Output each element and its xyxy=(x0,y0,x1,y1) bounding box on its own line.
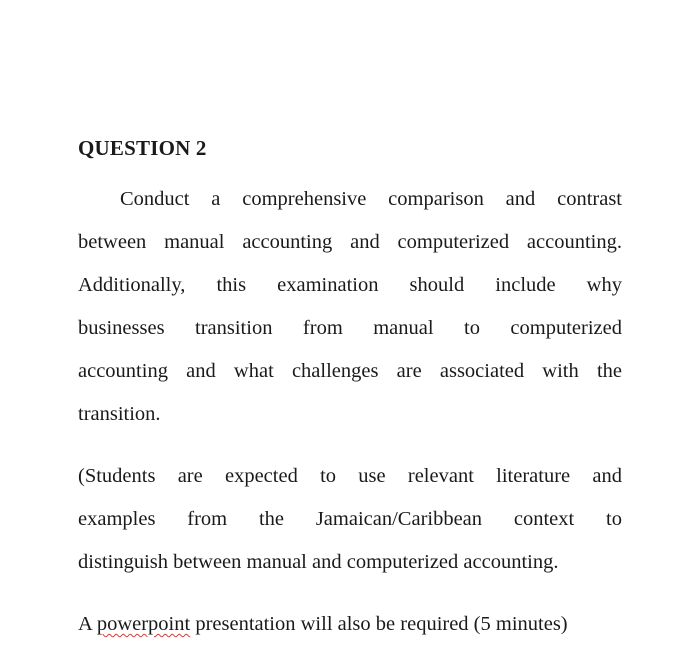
question-paragraph xyxy=(78,178,622,436)
paragraph-line: transition. xyxy=(78,403,161,425)
paragraph-line: Additionally, this examination should include why xyxy=(78,274,622,296)
question-heading: QUESTION 2 xyxy=(78,136,207,160)
presentation-requirement xyxy=(78,603,568,646)
paragraph-line: between manual accounting and computerized accounting. xyxy=(78,231,622,253)
paragraph-line: (Students are expected to use relevant literature and xyxy=(78,465,622,487)
paragraph-line: examples from the Jamaican/Caribbean context to xyxy=(78,508,622,530)
paragraph-line: accounting and what challenges are associated with the xyxy=(78,360,622,382)
paragraph-line: businesses transition from manual to computerized xyxy=(78,317,622,339)
paragraph-line: distinguish between manual and computerized accounting. xyxy=(78,551,559,573)
students-note-paragraph xyxy=(78,455,622,584)
requirement-rest: presentation will also be required (5 minutes) xyxy=(195,613,568,635)
paragraph-line: Conduct a comprehensive comparison and contrast xyxy=(120,188,622,210)
requirement-first-word: A xyxy=(78,613,92,635)
spellcheck-flagged-word: powerpoint xyxy=(96,613,191,635)
